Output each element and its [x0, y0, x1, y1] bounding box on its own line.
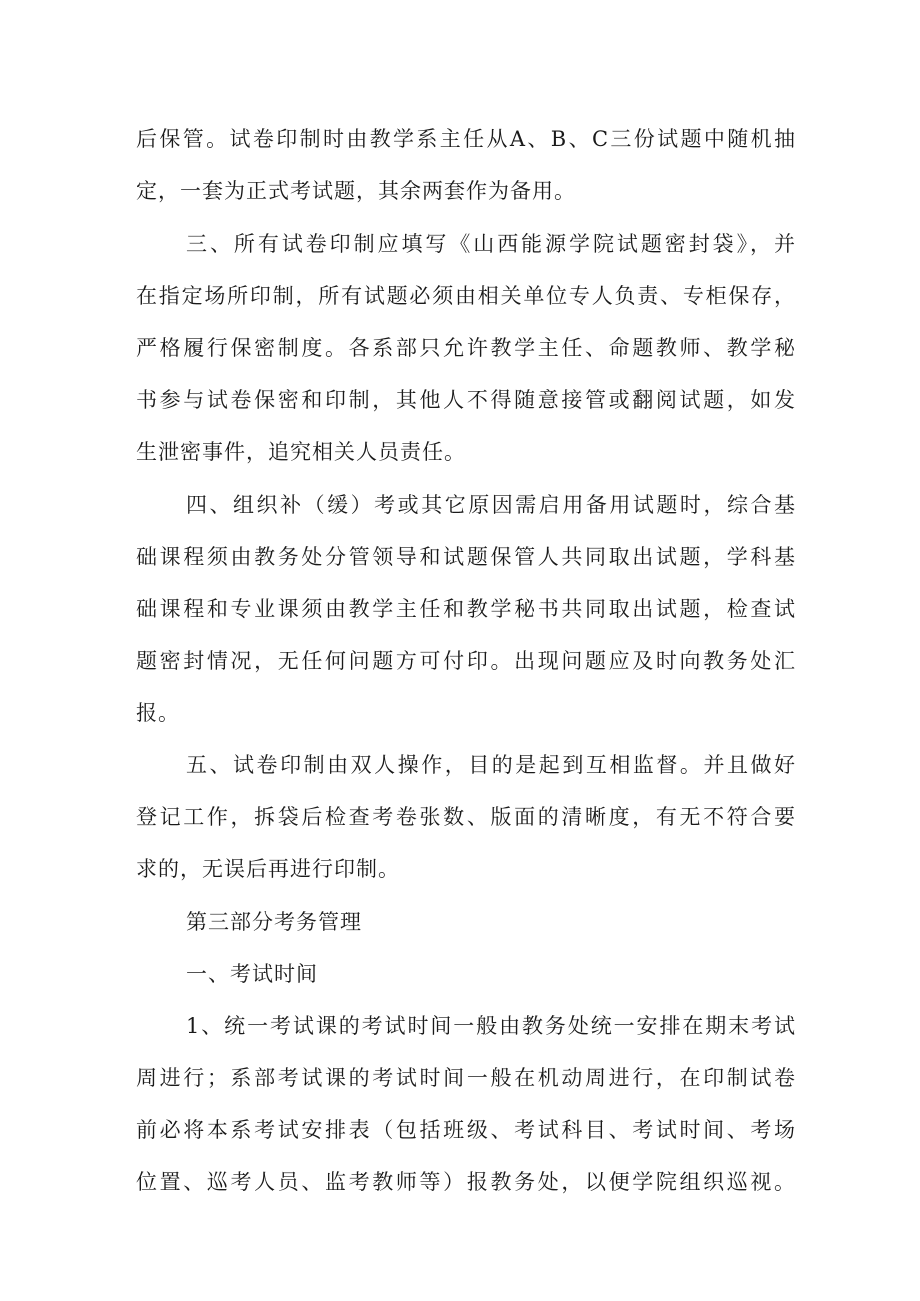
paragraph-line: 三、所有试卷印制应填写《山西能源学院试题密封袋》，并: [186, 232, 796, 256]
paragraph-line: 后保管。试卷印制时由教学系主任从A、B、C三份试题中随机抽: [136, 127, 796, 151]
paragraph-line: 础课程和专业课须由教学主任和教学秘书共同取出试题，检查试: [136, 597, 796, 621]
paragraph-line: 四、组织补（缓）考或其它原因需启用备用试题时，综合基: [186, 493, 796, 517]
paragraph-line: 书参与试卷保密和印制，其他人不得随意接管或翻阅试题，如发: [136, 388, 796, 412]
paragraph-line: 报。: [136, 701, 180, 725]
paragraph-line: 求的，无误后再进行印制。: [136, 857, 400, 881]
paragraph-line: 五、试卷印制由双人操作，目的是起到互相监督。并且做好: [186, 753, 796, 777]
paragraph-line: 生泄密事件，追究相关人员责任。: [136, 440, 466, 464]
paragraph-line: 登记工作，拆袋后检查考卷张数、版面的清晰度，有无不符合要: [136, 805, 796, 829]
paragraph-line: 在指定场所印制，所有试题必须由相关单位专人负责、专柜保存，: [136, 284, 796, 308]
paragraph-line: 定，一套为正式考试题，其余两套作为备用。: [136, 179, 576, 203]
paragraph-line: 前必将本系考试安排表（包括班级、考试科目、考试时间、考场: [136, 1118, 796, 1142]
paragraph-line: 位置、巡考人员、监考教师等）报教务处，以便学院组织巡视。: [136, 1170, 796, 1194]
section-heading: 第三部分考务管理: [186, 910, 362, 934]
paragraph-line: 题密封情况，无任何问题方可付印。出现问题应及时向教务处汇: [136, 649, 796, 673]
paragraph-line: 1、统一考试课的考试时间一般由教务处统一安排在期末考试: [186, 1014, 796, 1038]
paragraph-line: 严格履行保密制度。各系部只允许教学主任、命题教师、教学秘: [136, 336, 796, 360]
paragraph-line: 础课程须由教务处分管领导和试题保管人共同取出试题，学科基: [136, 545, 796, 569]
paragraph-line: 周进行；系部考试课的考试时间一般在机动周进行，在印制试卷: [136, 1066, 796, 1090]
subsection-heading: 一、考试时间: [186, 962, 318, 986]
